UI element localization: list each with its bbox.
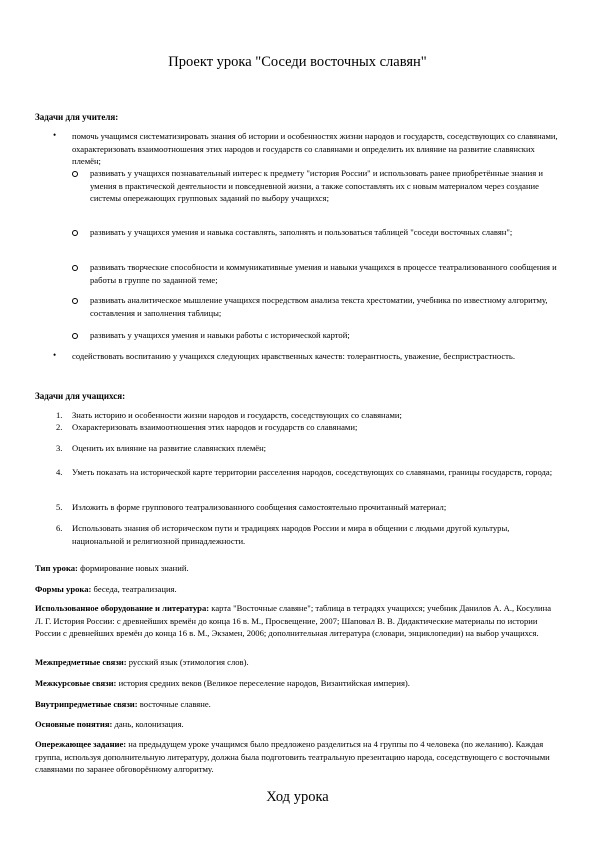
teacher-subtask-1: развивать у учащихся познавательный интерес к предмету "история России" и использовать ранее приобретённые знания и умения в практической деятельности и повседневной жизни, а также сопоставлять их с новым материалом через создание системы опережающих групповых заданий по выбору учащихся; (90, 168, 543, 203)
teacher-task-2: содействовать воспитанию у учащихся следующих нравственных качеств: толерантность, уважение, беспристрастность. (72, 351, 516, 361)
basic-concepts (35, 718, 560, 731)
student-task-5: Изложить в форме группового театрализованного сообщения самостоятельно прочитанный материал; (72, 502, 447, 512)
bullet-icon: • (53, 350, 57, 360)
lesson-forms-label: Формы урока: (35, 584, 92, 594)
interdisciplinary-links (35, 656, 560, 669)
circle-bullet-icon (72, 298, 78, 304)
circle-bullet-icon (72, 171, 78, 177)
student-task-3: Оценить их влияние на развитие славянских племён; (72, 443, 267, 453)
equipment-value: карта "Восточные славяне"; таблица в тетрадях учащихся; учебник Данилов А. А., Косулина Л. Г. История России: с древнейших времён до конца 16 в. М., Просвещение, 2007; Шаповал В. В. Дидактические материалы по истории России с древнейших времён до конца 16 в. М., Экзамен, 2006; дополнительная литература (словари, энциклопедии) на выбор учащихся. (35, 603, 552, 638)
list-number: 6. (56, 523, 63, 533)
list-number: 3. (56, 443, 63, 453)
lesson-forms (35, 583, 560, 596)
student-task-1: Знать историю и особенности жизни народов и государств, соседствующих со славянами; (72, 410, 402, 420)
teacher-subtask-4: развивать аналитическое мышление учащихся посредством анализа текста хрестоматии, учебника по известному алгоритму, составления и заполнения таблицы; (90, 295, 548, 318)
list-number: 4. (56, 467, 63, 477)
page-title: Проект урока "Соседи восточных славян" (168, 54, 427, 70)
advance-task-label: Опережающее задание: (35, 739, 127, 749)
list-number: 1. (56, 410, 63, 420)
student-task-2: Охарактеризовать взаимоотношения этих народов и государств со славянами; (72, 422, 358, 432)
advance-task-value: на предыдущем уроке учащимся было предложено разделиться на 4 группы по 4 человека (по желанию). Каждая группа, используя дополнительную литературу, должна была подготовить театральную презентацию народа, соседствующего с восточными славянами по заранее обговорённому алгоритму. (35, 739, 550, 774)
student-task-4: Уметь показать на исторической карте территории расселения народов, соседствующих со славянами, границы государств, города; (72, 467, 553, 477)
interdisciplinary-label: Межпредметные связи: (35, 657, 127, 667)
intrasubject-value: восточные славяне. (137, 699, 211, 709)
teacher-subtask-3: развивать творческие способности и коммуникативные умения и навыки учащихся в процессе театрализованного сообщения и работы в группе по заданной теме; (90, 262, 557, 285)
lesson-type-label: Тип урока: (35, 563, 78, 573)
intercourse-links (35, 677, 560, 690)
intrasubject-links (35, 698, 560, 711)
teacher-subtask-5: развивать у учащихся умения и навыки работы с исторической картой; (90, 330, 350, 340)
intrasubject-label: Внутрипредметные связи: (35, 699, 138, 709)
circle-bullet-icon (72, 265, 78, 271)
concepts-label: Основные понятия: (35, 719, 113, 729)
intercourse-value: история средних веков (Великое переселение народов, Византийская империя). (116, 678, 410, 688)
intercourse-label: Межкурсовые связи: (35, 678, 117, 688)
list-number: 2. (56, 422, 63, 432)
list-number: 5. (56, 502, 63, 512)
interdisciplinary-value: русский язык (этимология слов). (126, 657, 249, 667)
teacher-subtask-2: развивать у учащихся умения и навыка составлять, заполнять и пользоваться таблицей "соседи восточных славян"; (90, 227, 513, 237)
equipment-literature (35, 602, 560, 640)
advance-task (35, 738, 560, 776)
bullet-icon: • (53, 130, 57, 140)
student-task-6: Использовать знания об историческом пути и традициях народов России и мира в общении с людьми другой культуры, национальной и религиозной принадлежности. (72, 523, 510, 546)
circle-bullet-icon (72, 230, 78, 236)
equipment-label: Использованное оборудование и литература: (35, 603, 210, 613)
concepts-value: дань, колонизация. (112, 719, 184, 729)
lesson-forms-value: беседа, театрализация. (91, 584, 177, 594)
teacher-task-1: помочь учащимся систематизировать знания об истории и особенностях жизни народов и государств, соседствующих со славянами, охарактеризовать взаимоотношения этих народов и государств со славянами и определить их влияние на развитие славянских племён; (72, 131, 558, 166)
lesson-progress-heading: Ход урока (266, 789, 329, 805)
student-tasks-heading: Задачи для учащихся: (35, 391, 126, 401)
lesson-type (35, 562, 560, 575)
teacher-tasks-heading: Задачи для учителя: (35, 112, 119, 122)
lesson-type-value: формирование новых знаний. (77, 563, 189, 573)
circle-bullet-icon (72, 333, 78, 339)
